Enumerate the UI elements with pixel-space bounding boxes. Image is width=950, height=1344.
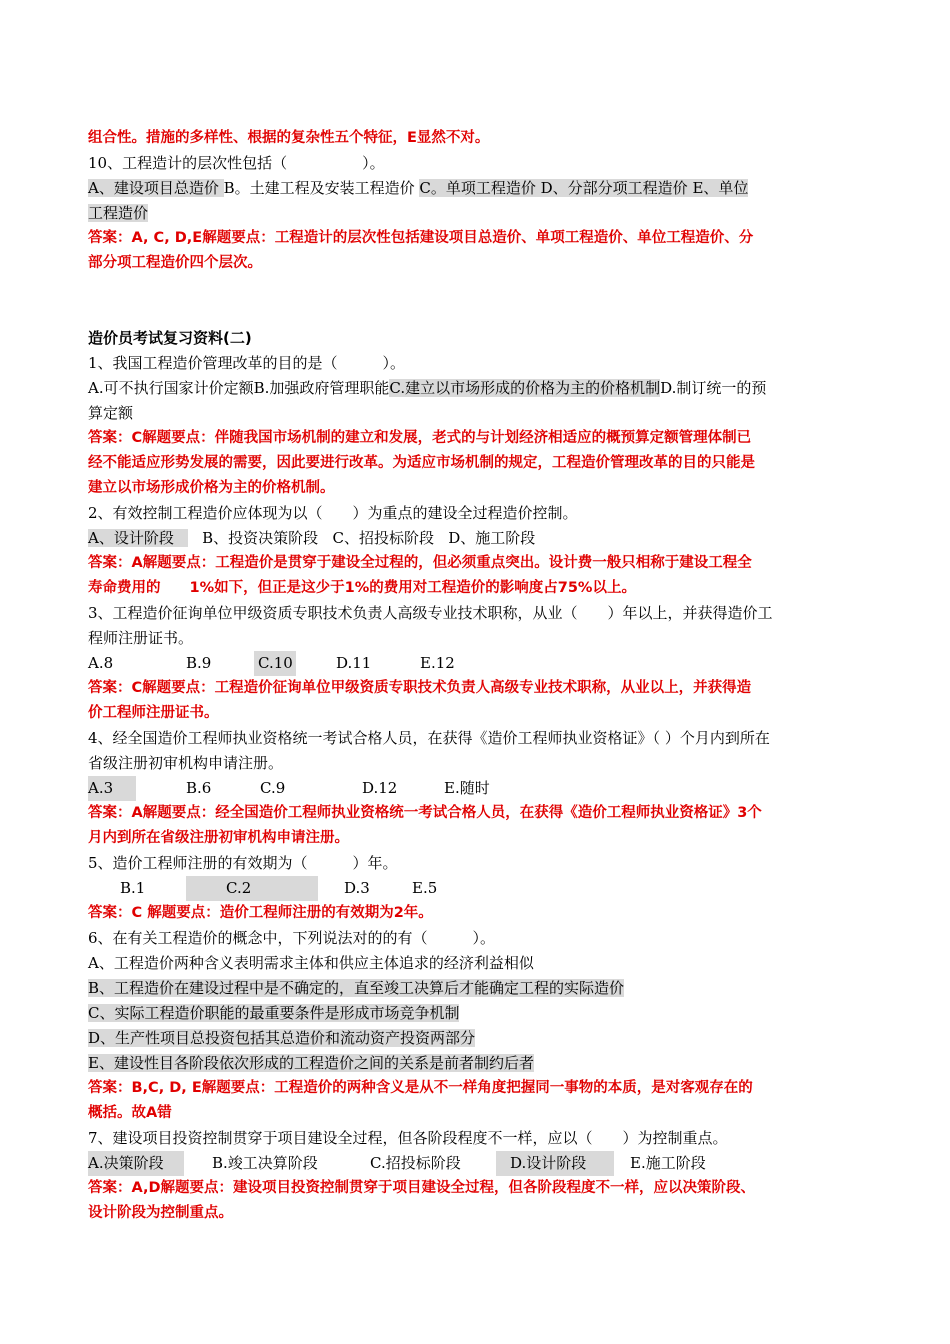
question-4-line2: 省级注册初审机构申请注册。 bbox=[88, 754, 284, 772]
answer-2-line2: 寿命费用的 1%如下，但正是这少于1%的费用对工程造价的影响度占75%以上。 bbox=[88, 580, 636, 596]
question-4-line1: 4、经全国造价工程师执业资格统一考试合格人员，在获得《造价工程师执业资格证》（ ）个月内到所在 bbox=[88, 729, 770, 747]
answer-continuation: 组合性。措施的多样性、根据的复杂性五个特征，E显然不对。 bbox=[88, 130, 490, 146]
question-7: 7、建设项目投资控制贯穿于项目建设全过程，但各阶段程度不一样，应以（ ）为控制重点。 bbox=[88, 1129, 728, 1147]
option-e: E.随时 bbox=[444, 779, 490, 797]
question-2: 2、有效控制工程造价应体现为以（ ）为重点的建设全过程造价控制。 bbox=[88, 504, 578, 522]
answer-4-line2: 月内到所在省级注册初审机构申请注册。 bbox=[88, 830, 349, 846]
option-b: B.6 bbox=[186, 779, 212, 797]
question-10-options bbox=[88, 176, 868, 201]
option-c: C、实际工程造价职能的最重要条件是形成市场竞争机制 bbox=[88, 1004, 460, 1022]
option-c: C。单项工程造价 bbox=[419, 179, 536, 197]
question-3-line2: 程师注册证书。 bbox=[88, 629, 194, 647]
option-b: B。土建工程及安装工程造价 bbox=[223, 179, 420, 197]
document-page bbox=[88, 126, 868, 1226]
option-d: D.制订统一的预 bbox=[660, 379, 767, 397]
question-6-option-b bbox=[88, 976, 868, 1001]
question-6-option-e bbox=[88, 1051, 868, 1076]
option-c: C.招投标阶段 bbox=[370, 1154, 461, 1172]
question-3-options bbox=[88, 651, 868, 676]
question-6: 6、在有关工程造价的概念中，下列说法对的的有（ ）。 bbox=[88, 929, 496, 947]
option-e-cont: 工程造价 bbox=[88, 204, 149, 222]
option-d: D.12 bbox=[362, 779, 398, 797]
option-a: A、建设项目总造价 bbox=[88, 179, 224, 197]
option-d: D.3 bbox=[344, 879, 370, 897]
option-rest: B、投资决策阶段 C、招投标阶段 D、施工阶段 bbox=[187, 529, 536, 547]
option-c: C.建立以市场形成的价格为主的价格机制 bbox=[389, 379, 661, 397]
option-b: B.9 bbox=[186, 654, 212, 672]
answer-5: 答案：C 解题要点：造价工程师注册的有效期为2年。 bbox=[88, 905, 433, 921]
question-5: 5、造价工程师注册的有效期为（ ）年。 bbox=[88, 854, 398, 872]
section-title: 造价员考试复习资料(二) bbox=[88, 329, 252, 347]
option-e: E.5 bbox=[412, 879, 438, 897]
option-a: A.决策阶段 bbox=[88, 1151, 184, 1176]
option-b: B、工程造价在建设过程中是不确定的，直至竣工决算后才能确定工程的实际造价 bbox=[88, 979, 625, 997]
option-c: C.10 bbox=[254, 651, 296, 676]
answer-7-line2: 设计阶段为控制重点。 bbox=[88, 1205, 233, 1221]
answer-6-line1: 答案：B,C, D, E解题要点：工程造价的两种含义是从不一样角度把握同一事物的本质，是对客观存在的 bbox=[88, 1080, 753, 1096]
option-b: B.竣工决算阶段 bbox=[212, 1154, 318, 1172]
answer-10-line2: 部分项工程造价四个层次。 bbox=[88, 255, 262, 271]
question-6-option-d bbox=[88, 1026, 868, 1051]
option-e: E、单位 bbox=[692, 179, 749, 197]
question-1-options-cont: 算定额 bbox=[88, 404, 134, 422]
answer-3-line1: 答案：C解题要点：工程造价征询单位甲级资质专职技术负责人高级专业技术职称，从业以上，并获得造 bbox=[88, 680, 752, 696]
answer-7-line1: 答案：A,D解题要点：建设项目投资控制贯穿于项目建设全过程，但各阶段程度不一样，应以决策阶段、 bbox=[88, 1180, 756, 1196]
option-b: B.加强政府管理职能 bbox=[253, 379, 390, 397]
option-a: A.3 bbox=[88, 776, 136, 801]
answer-10-line1: 答案：A, C, D,E解题要点：工程造计的层次性包括建设项目总造价、单项工程造价、单位工程造价、分 bbox=[88, 230, 754, 246]
answer-1-line1: 答案：C解题要点：伴随我国市场机制的建立和发展，老式的与计划经济相适应的概预算定额管理体制已 bbox=[88, 430, 752, 446]
question-10-options-cont bbox=[88, 201, 868, 226]
question-4-options bbox=[88, 776, 868, 801]
option-a: A.可不执行国家计价定额 bbox=[88, 379, 254, 397]
question-6-option-c bbox=[88, 1001, 868, 1026]
option-a: A、设计阶段 bbox=[88, 529, 188, 547]
option-d: D.设计阶段 bbox=[496, 1151, 614, 1176]
option-a: A.8 bbox=[88, 654, 114, 672]
option-c: C.2 bbox=[186, 876, 318, 901]
question-6-option-a: A、工程造价两种含义表明需求主体和供应主体追求的经济利益相似 bbox=[88, 954, 534, 972]
option-d: D、分部分项工程造价 bbox=[535, 179, 693, 197]
question-7-options bbox=[88, 1151, 868, 1176]
answer-2-line1: 答案：A解题要点：工程造价是贯穿于建设全过程的，但必须重点突出。设计费一般只相称于建设工程全 bbox=[88, 555, 752, 571]
option-c: C.9 bbox=[260, 779, 286, 797]
answer-1-line3: 建立以市场形成价格为主的价格机制。 bbox=[88, 480, 335, 496]
option-e: E、建设性目各阶段依次形成的工程造价之间的关系是前者制约后者 bbox=[88, 1054, 534, 1072]
answer-3-line2: 价工程师注册证书。 bbox=[88, 705, 219, 721]
option-d: D、生产性项目总投资包括其总造价和流动资产投资两部分 bbox=[88, 1029, 476, 1047]
question-10: 10、工程造计的层次性包括（ ）。 bbox=[88, 154, 385, 172]
option-e: E.施工阶段 bbox=[630, 1154, 706, 1172]
option-e: E.12 bbox=[420, 654, 455, 672]
question-1-options bbox=[88, 376, 868, 401]
question-3-line1: 3、工程造价征询单位甲级资质专职技术负责人高级专业技术职称，从业（ ）年以上，并获得造价工 bbox=[88, 604, 773, 622]
question-2-options bbox=[88, 526, 868, 551]
option-d: D.11 bbox=[336, 654, 372, 672]
answer-4-line1: 答案：A解题要点：经全国造价工程师执业资格统一考试合格人员，在获得《造价工程师执业资格证》3个 bbox=[88, 805, 762, 821]
question-1: 1、我国工程造价管理改革的目的是（ ）。 bbox=[88, 354, 406, 372]
option-b: B.1 bbox=[120, 879, 146, 897]
question-5-options bbox=[88, 876, 868, 901]
answer-6-line2: 概括。故A错 bbox=[88, 1105, 172, 1121]
answer-1-line2: 经不能适应形势发展的需要，因此要进行改革。为适应市场机制的规定，工程造价管理改革的目的只能是 bbox=[88, 455, 755, 471]
